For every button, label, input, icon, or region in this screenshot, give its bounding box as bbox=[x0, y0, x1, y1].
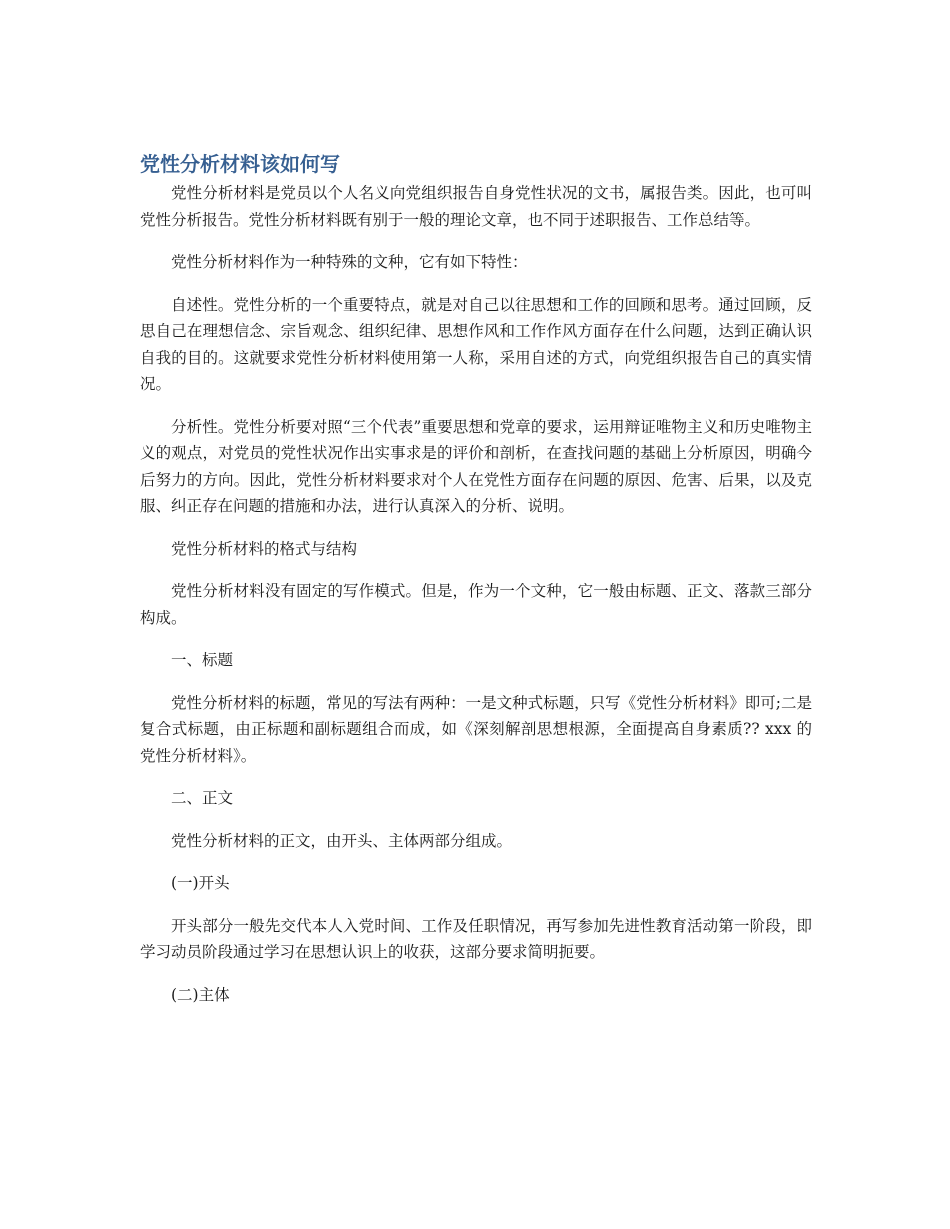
paragraph-title-styles: 党性分析材料的标题，常见的写法有两种：一是文种式标题，只写《党性分析材料》即可;二是复合式标题，由正标题和副标题组合而成，如《深刻解剖思想根源，全面提高自身素质?? xxx 的党性分析材料》。 bbox=[140, 693, 812, 765]
section-heading-body: 二、正文 bbox=[171, 789, 234, 807]
subsection-heading-main: (二)主体 bbox=[171, 985, 230, 1004]
paragraph-body-parts: 党性分析材料的正文，由开头、主体两部分组成。 bbox=[171, 831, 513, 850]
section-heading-title: 一、标题 bbox=[171, 651, 234, 669]
paragraph-format-heading: 党性分析材料的格式与结构 bbox=[171, 539, 358, 558]
paragraph-analytical: 分析性。党性分析要对照“三个代表”重要思想和党章的要求，运用辩证唯物主义和历史唯物主义的观点，对党员的党性状况作出实事求是的评价和剖析，在查找问题的基础上分析原因，明确今后努力的方向。因此，党性分析材料要求对个人在党性方面存在问题的原因、危害、后果，以及克服、纠正存在问题的措施和办法，进行认真深入的分析、说明。 bbox=[140, 417, 812, 515]
document-title: 党性分析材料该如何写 bbox=[140, 152, 340, 176]
paragraph-self-narrative: 自述性。党性分析的一个重要特点，就是对自己以往思想和工作的回顾和思考。通过回顾，反思自己在理想信念、宗旨观念、组织纪律、思想作风和工作作风方面存在什么问题，达到正确认识自我的目的。这就要求党性分析材料使用第一人称，采用自述的方式，向党组织报告自己的真实情况。 bbox=[140, 295, 812, 393]
paragraph-intro: 党性分析材料是党员以个人名义向党组织报告自身党性状况的文书，属报告类。因此，也可叫党性分析报告。党性分析材料既有别于一般的理论文章，也不同于述职报告、工作总结等。 bbox=[140, 184, 812, 229]
paragraph-format: 党性分析材料没有固定的写作模式。但是，作为一个文种，它一般由标题、正文、落款三部分构成。 bbox=[140, 582, 812, 627]
subsection-heading-opening: (一)开头 bbox=[171, 874, 230, 892]
paragraph-opening: 开头部分一般先交代本人入党时间、工作及任职情况，再写参加先进性教育活动第一阶段，即学习动员阶段通过学习在思想认识上的收获，这部分要求简明扼要。 bbox=[140, 916, 812, 961]
paragraph-characteristics: 党性分析材料作为一种特殊的文种，它有如下特性： bbox=[171, 253, 528, 271]
document-body bbox=[140, 150, 812, 1024]
